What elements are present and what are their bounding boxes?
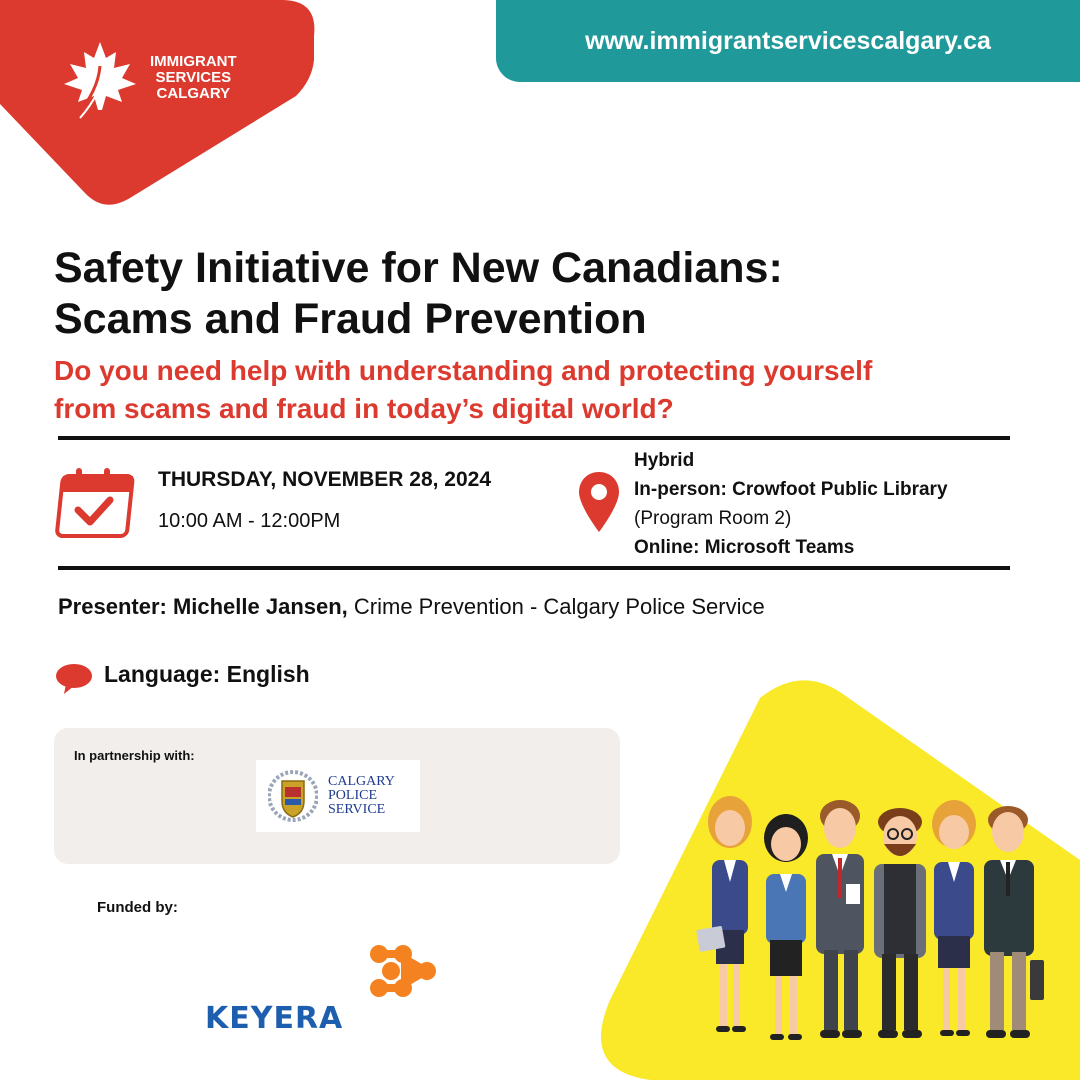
police-logo-text — [328, 775, 395, 817]
calgary-police-logo[interactable] — [256, 760, 420, 832]
event-subtitle-line1: Do you need help with understanding and protecting yourself — [54, 355, 873, 386]
person-illustration — [816, 800, 864, 1030]
person-illustration — [764, 814, 808, 1034]
police-logo-line1: CALGARY — [328, 774, 395, 789]
person-illustration — [874, 808, 926, 1030]
org-name-line3: CALGARY — [156, 85, 231, 102]
org-name-line1: IMMIGRANT — [150, 53, 237, 70]
presenter-line — [58, 594, 765, 620]
person-illustration — [696, 796, 752, 1026]
event-title-line2: Scams and Fraud Prevention — [54, 295, 647, 343]
person-illustration — [932, 800, 976, 1030]
calendar-check-icon — [54, 466, 136, 542]
online-location: Online: Microsoft Teams — [634, 537, 855, 558]
room-info: (Program Room 2) — [634, 508, 792, 529]
website-link[interactable]: www.immigrantservicescalgary.ca — [585, 26, 991, 55]
maple-leaf-icon — [58, 36, 142, 120]
event-title-line1: Safety Initiative for New Canadians: — [54, 244, 783, 292]
org-logo[interactable] — [58, 36, 237, 120]
police-logo-line2: POLICE — [328, 788, 377, 803]
event-date: THURSDAY, NOVEMBER 28, 2024 — [158, 468, 492, 491]
person-illustration — [984, 806, 1044, 1030]
location-block — [634, 446, 948, 562]
police-logo-line3: SERVICE — [328, 802, 386, 817]
presenter-role: Crime Prevention - Calgary Police Service — [347, 594, 765, 619]
funded-by-label: Funded by: — [97, 899, 178, 916]
divider-top — [58, 436, 1010, 440]
partnership-box — [54, 728, 620, 864]
event-time: 10:00 AM - 12:00PM — [158, 510, 341, 532]
people-group-illustration — [690, 790, 1060, 1060]
location-pin-icon — [577, 470, 621, 534]
keyera-logo[interactable] — [205, 940, 455, 1035]
event-title — [54, 243, 783, 345]
police-crest-icon — [268, 767, 318, 825]
org-name-line2: SERVICES — [155, 69, 232, 86]
event-subtitle-line2: from scams and fraud in today’s digital world? — [54, 393, 674, 424]
divider-bottom — [58, 566, 1010, 570]
website-banner — [496, 0, 1080, 82]
speech-bubble-icon — [54, 662, 94, 696]
event-subtitle — [54, 352, 872, 428]
org-name — [150, 54, 237, 102]
partnership-label: In partnership with: — [74, 748, 195, 763]
in-person-location: In-person: Crowfoot Public Library — [634, 479, 948, 500]
keyera-logo-text: KEYERA — [205, 1001, 344, 1035]
event-format: Hybrid — [634, 450, 695, 471]
language-label: Language: English — [104, 661, 310, 687]
presenter-name: Presenter: Michelle Jansen, — [58, 594, 348, 619]
